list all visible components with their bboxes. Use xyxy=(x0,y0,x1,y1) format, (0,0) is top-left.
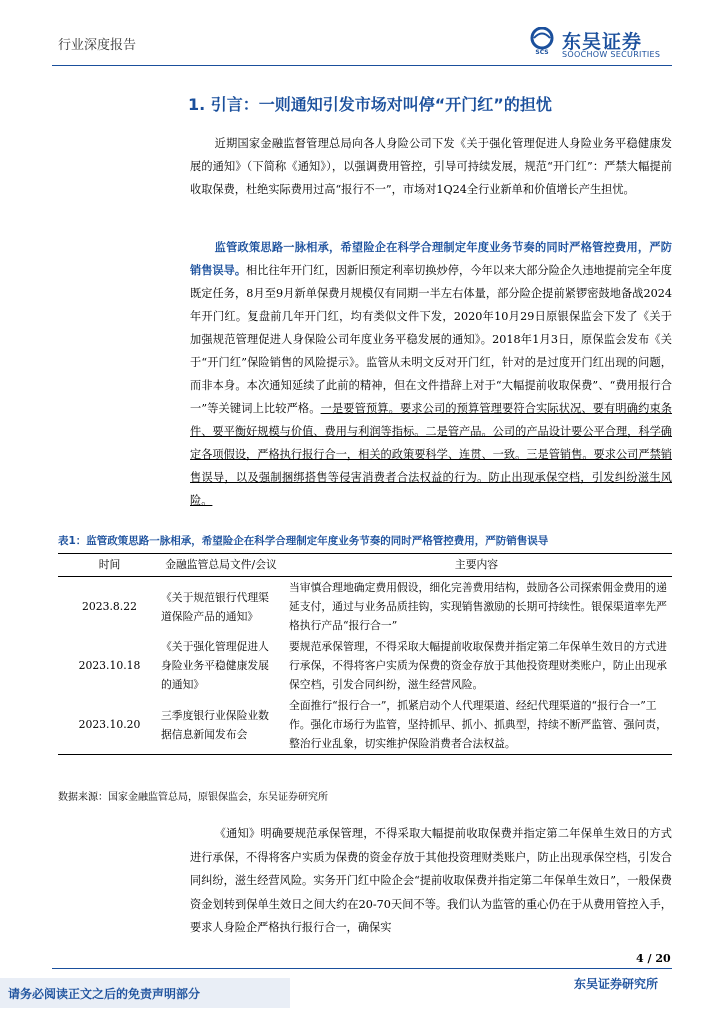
page-number: 4 / 20 xyxy=(636,952,671,965)
paragraph-intro: 近期国家金融监督管理总局向各人身险公司下发《关于强化管理促进人身险业务平稳健康发展的通知》（下简称《通知》），以强调费用管控，引导可持续发展，规范“开门红”：严禁大幅提前收取保费，杜绝实际费用过高“报行不一”，市场对1Q24全行业新单和价值增长产生担忧。 xyxy=(190,137,672,196)
table-cell-content: 全面推行“报行合一”，抓紧启动个人代理渠道、经纪代理渠道的“报行合一”工作。强化市场行为监管，坚持抓早、抓小、抓典型，持续不断严监管、强问责，整治行业乱象，切实维护保险消费者合法权益。 xyxy=(281,695,672,755)
report-type-label: 行业深度报告 xyxy=(58,38,137,53)
table-cell-doc: 《关于规范银行代理渠道保险产品的通知》 xyxy=(161,590,269,623)
table-title: 表1：监管政策思路一脉相承，希望险企在科学合理制定年度业务节奏的同时严格管控费用，严防销售误导 xyxy=(58,535,549,547)
table-row xyxy=(58,577,672,637)
table-cell-content: 当审慎合理地确定费用假设，细化完善费用结构，鼓励各公司探索佣金费用的递延支付，通过与业务品质挂钩，实现销售激励的长期可持续性。银保渠道率先严格执行产品“报行合一” xyxy=(289,581,667,632)
table-cell-doc: 三季度银行业保险业数据信息新闻发布会 xyxy=(161,695,281,755)
table-source: 数据来源：国家金融监管总局，原银保监会，东吴证券研究所 xyxy=(58,792,328,803)
footer-institute: 东吴证券研究所 xyxy=(574,977,659,991)
table-cell-time: 2023.8.22 xyxy=(82,600,137,613)
policy-table xyxy=(58,553,672,755)
logo-chinese-name: 东吴证券 xyxy=(562,31,643,53)
table-row xyxy=(58,695,672,755)
table-cell-time: 2023.10.18 xyxy=(78,659,141,672)
table-cell-content: 要规范承保管理，不得采取大幅提前收取保费并指定第二年保单生效日的方式进行承保，不得将客户实质为保费的资金存放于其他投资理财类账户，防止出现承保空档，引发合同纠纷，滋生经营风险。 xyxy=(289,640,667,691)
table-cell-doc: 《关于强化管理促进人身险业务平稳健康发展的通知》 xyxy=(161,640,269,691)
table-header-time: 时间 xyxy=(58,554,161,577)
paragraph-policy xyxy=(190,236,672,512)
logo-mark-text: SCS xyxy=(535,49,549,55)
table-row xyxy=(58,636,672,695)
footer-divider xyxy=(52,968,672,969)
paragraph-policy-body: 相比往年开门红，因新旧预定利率切换炒停，今年以来大部分险企久违地提前完全年度既定任务，8月至9月新单保费月规模仅有同期一半左右体量，部分险企提前紧锣密鼓地备战2024年开门红。复盘前几年开门红，均有类似文件下发，2020年10月29日原银保监会下发了《关于加强规范管理促进人身保险公司年度业务平稳发展的通知》。2018年1月3日，原保监会发布《关于“开门红”保险销售的风险提示》。监管从未明文反对开门红，针对的是过度开门红出现的问题，而非本身。本次通知延续了此前的精神，但在文件措辞上对于“大幅提前收取保费”、“费用报行合一”等关键词上比较严格。 xyxy=(190,264,672,415)
logo-mark-icon xyxy=(528,27,556,55)
section-title: 1. 引言：一则通知引发市场对叫停“开门红”的担忧 xyxy=(188,95,552,114)
paragraph-underwriting: 《通知》明确要规范承保管理，不得采取大幅提前收取保费并指定第二年保单生效日的方式进行承保，不得将客户实质为保费的资金存放于其他投资理财类账户，防止出现承保空档，引发合同纠纷，滋生经营风险。实务开门红中险企会“提前收取保费并指定第二年保单生效日”，一般保费资金划转到保单生效日之间大约在20-70天间不等。我们认为监管的重心仍在于从费用管控入手，要求人身险企严格执行报行合一，确保实 xyxy=(190,827,672,934)
table-header-doc: 金融监管总局文件/会议 xyxy=(161,554,281,577)
disclaimer-banner xyxy=(0,978,290,1008)
paragraph-policy-underlined: 一是要管预算。要求公司的预算管理要符合实际状况、要有明确约束条件、要平衡好规模与价值、费用与利润等指标。二是管产品。公司的产品设计要公平合理，科学确定各项假设，严格执行报行合一，相关的政策要科学、连贯、一致。三是管销售。要求公司严禁销售误导，以及强制捆绑搭售等侵害消费者合法权益的行为。防止出现承保空档，引发纠纷滋生风险。 xyxy=(190,402,672,507)
table-cell-time: 2023.10.20 xyxy=(58,695,161,755)
header-divider xyxy=(52,65,672,66)
logo-english-name: SOOCHOW SECURITIES xyxy=(562,50,661,59)
brand-logo xyxy=(528,27,678,61)
table-header-content: 主要内容 xyxy=(281,554,672,577)
paragraph-policy-lead: 监管政策思路一脉相承，希望险企在科学合理制定年度业务节奏的同时严格管控费用，严防销售误导。 xyxy=(190,240,672,277)
disclaimer-text: 请务必阅读正文之后的免责声明部分 xyxy=(8,987,201,1001)
